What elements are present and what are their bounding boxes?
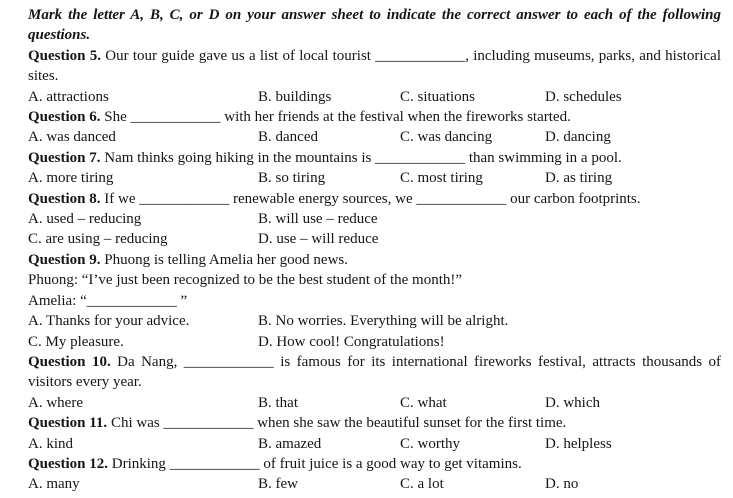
question-6-number: Question 6. [28,109,101,126]
question-11-option-b: B. amazed [258,435,322,452]
question-10-option-d: D. which [545,394,600,411]
question-8-option-a: A. used – reducing [28,211,142,228]
question-7-option-d: D. as tiring [545,170,613,187]
question-6-stem [28,107,721,127]
question-5-stem [28,46,721,87]
question-11-number: Question 11. [28,415,108,432]
question-8-option-d: D. use – will reduce [258,231,379,248]
question-8-number: Question 8. [28,190,101,207]
question-8-options [28,209,721,250]
question-7-options [28,168,721,188]
question-11-option-d: D. helpless [545,435,612,452]
question-9-dialog-amelia: Amelia: “____________ ” [28,292,188,309]
question-7-stem [28,148,721,168]
question-9-dialog-phuong: Phuong: “I’ve just been recognized to be the best student of the month!” [28,272,463,289]
question-12-option-b: B. few [258,476,298,493]
question-10-number: Question 10. [28,353,111,370]
question-12-stem [28,454,721,474]
question-10-option-c: C. what [400,394,447,411]
question-11-option-c: C. worthy [400,435,460,452]
question-7-option-a: A. more tiring [28,170,114,187]
question-7-option-c: C. most tiring [400,170,483,187]
question-5-number: Question 5. [28,47,102,64]
question-9-option-a: A. Thanks for your advice. [28,313,190,330]
question-10-text: Da Nang, ____________ is famous for its international fireworks festival, attracts thousands of visitors every year. [28,353,722,391]
question-5-text: Our tour guide gave us a list of local tourist ____________, including museums, parks, and historical sites. [28,47,721,85]
question-9-number: Question 9. [28,251,101,268]
question-9-option-c: C. My pleasure. [28,333,124,350]
instructions-text: Mark the letter A, B, C, or D on your answer sheet to indicate the correct answer to each of the following questions. [28,7,721,44]
question-7-number: Question 7. [28,149,101,166]
question-5-option-a: A. attractions [28,88,109,105]
question-6-option-c: C. was dancing [400,129,493,146]
question-10-option-a: A. where [28,394,83,411]
question-7-text: Nam thinks going hiking in the mountains is ____________ than swimming in a pool. [104,149,622,166]
question-5-option-c: C. situations [400,88,476,105]
question-9-option-b: B. No worries. Everything will be alright. [258,313,509,330]
question-12-text: Drinking ____________ of fruit juice is a good way to get vitamins. [111,455,522,472]
question-10-stem [28,352,721,393]
question-9-option-d: D. How cool! Congratulations! [258,333,445,350]
question-9-text: Phuong is telling Amelia her good news. [104,251,348,268]
question-10-option-b: B. that [258,394,298,411]
question-11-text: Chi was ____________ when she saw the beautiful sunset for the first time. [110,415,567,432]
question-12-options [28,474,721,494]
question-12-number: Question 12. [28,455,109,472]
question-10-options [28,393,721,413]
question-12-option-d: D. no [545,476,579,493]
question-6-options [28,127,721,147]
question-11-stem [28,413,721,433]
question-6-option-a: A. was danced [28,129,116,146]
question-5-options [28,87,721,107]
question-8-stem [28,189,721,209]
question-11-option-a: A. kind [28,435,73,452]
question-12-option-a: A. many [28,476,80,493]
question-6-option-d: D. dancing [545,129,611,146]
question-8-option-c: C. are using – reducing [28,231,168,248]
question-9-options [28,311,721,352]
question-8-option-b: B. will use – reduce [258,211,378,228]
question-12-option-c: C. a lot [400,476,444,493]
question-8-text: If we ____________ renewable energy sources, we ____________ our carbon footprints. [104,190,641,207]
question-11-options [28,434,721,454]
question-6-text: She ____________ with her friends at the festival when the fireworks started. [104,109,571,126]
question-9-stem [28,250,721,270]
question-5-option-b: B. buildings [258,88,332,105]
question-5-option-d: D. schedules [545,88,622,105]
question-7-option-b: B. so tiring [258,170,326,187]
question-6-option-b: B. danced [258,129,318,146]
